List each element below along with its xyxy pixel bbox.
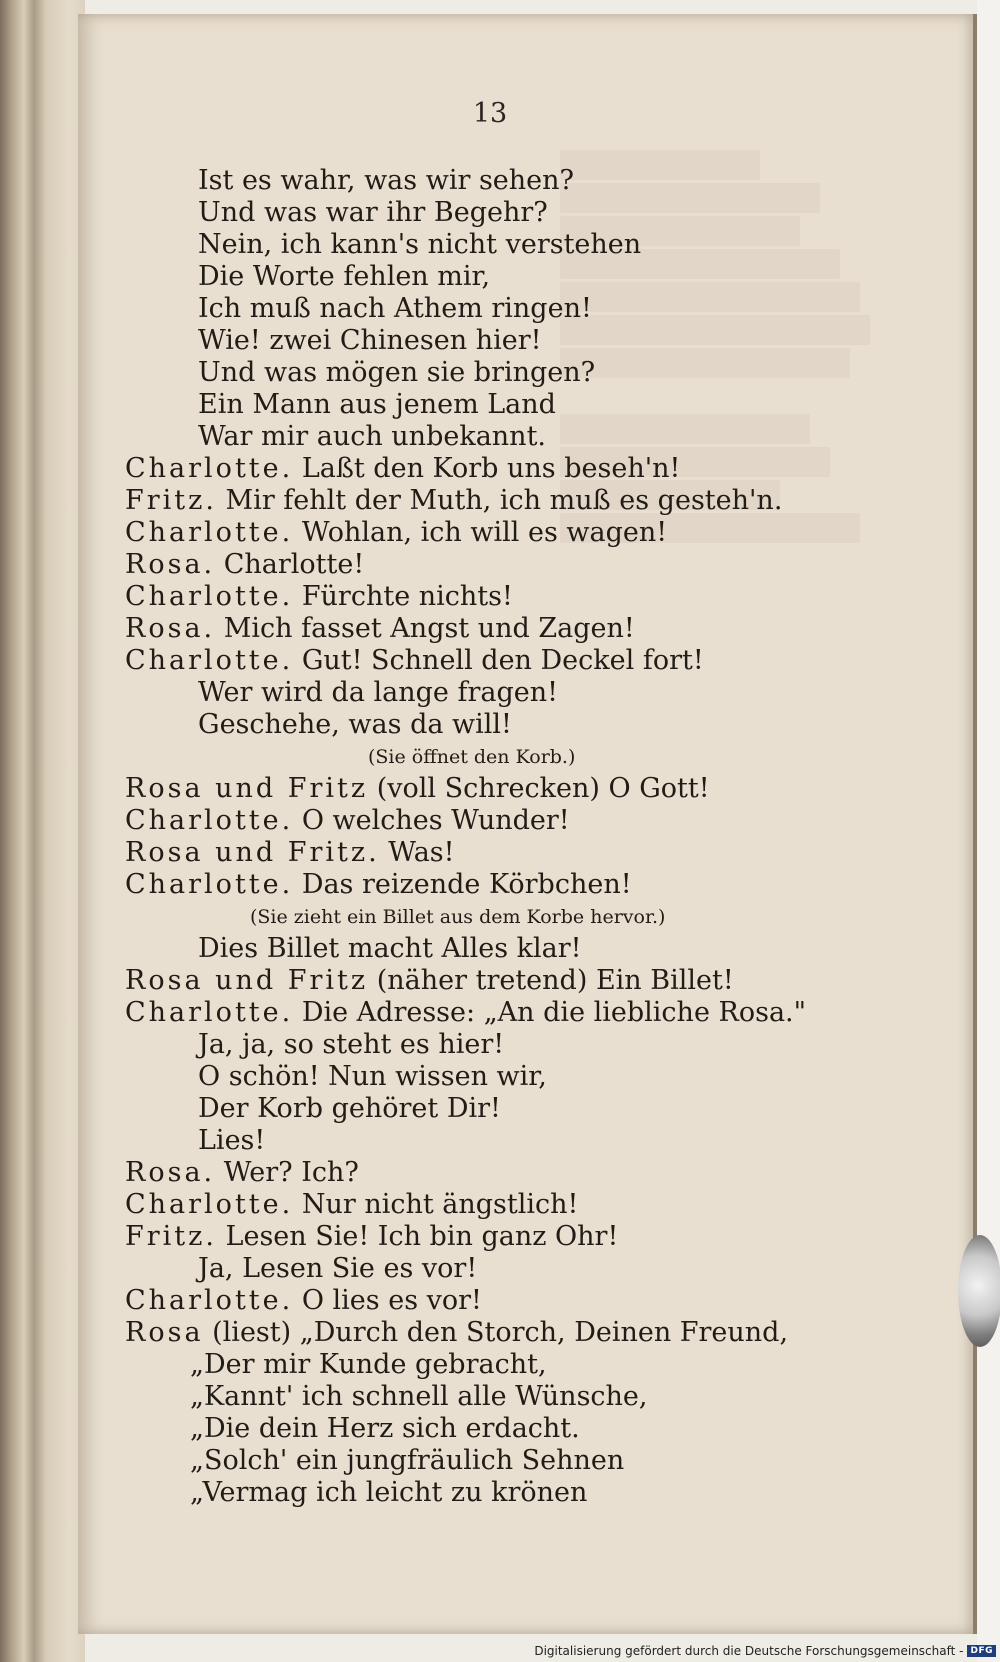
line-text: (näher tretend) Ein Billet!	[376, 965, 734, 996]
line-text: Ja, ja, so steht es hier!	[198, 1029, 505, 1060]
verse-line	[125, 1157, 359, 1189]
line-text: Lies!	[198, 1125, 266, 1156]
verse-line	[125, 1221, 618, 1253]
verse-line	[125, 517, 667, 549]
verse-line	[198, 357, 595, 389]
line-text: O schön! Nun wissen wir,	[198, 1061, 547, 1092]
speaker-name: Charlotte.	[125, 581, 294, 612]
line-text: (Sie zieht ein Billet aus dem Korbe hervor.)	[250, 906, 666, 928]
speaker-name: Charlotte.	[125, 1189, 294, 1220]
line-text: Fürchte nichts!	[301, 581, 513, 612]
verse-line	[125, 869, 632, 901]
speaker-name: Charlotte.	[125, 645, 294, 676]
line-text: War mir auch unbekannt.	[198, 421, 547, 452]
verse-line	[125, 549, 364, 581]
speaker-name: Rosa.	[125, 1157, 216, 1188]
speaker-name: Charlotte.	[125, 1285, 294, 1316]
line-text: Geschehe, was da will!	[198, 709, 512, 740]
line-text: (Sie öffnet den Korb.)	[368, 746, 576, 768]
verse-line	[190, 1477, 587, 1509]
line-text: Ist es wahr, was wir sehen?	[198, 165, 575, 196]
line-text: Was!	[388, 837, 455, 868]
line-text: Und was mögen sie bringen?	[198, 357, 596, 388]
line-text: Ein Mann aus jenem Land	[198, 389, 556, 420]
verse-line	[198, 709, 512, 741]
verse-line	[198, 389, 556, 421]
speaker-name: Charlotte.	[125, 805, 294, 836]
verse-line	[198, 677, 558, 709]
verse-line	[198, 1125, 265, 1157]
dfg-logo: DFG	[967, 1645, 996, 1657]
footer-credit	[534, 1644, 996, 1658]
verse-line	[125, 1285, 482, 1317]
line-text: Charlotte!	[223, 549, 365, 580]
line-text: Wohlan, ich will es wagen!	[301, 517, 668, 548]
line-text: „Solch' ein jungfräulich Sehnen	[190, 1445, 625, 1476]
verse-line	[198, 1029, 504, 1061]
right-margin-strip	[977, 0, 1000, 1662]
book-gutter	[0, 0, 85, 1662]
verse-line	[190, 1413, 580, 1445]
speaker-name: Rosa und Fritz	[125, 965, 369, 996]
line-text: Die Adresse: „An die liebliche Rosa."	[301, 997, 807, 1028]
line-text: Nur nicht ängstlich!	[301, 1189, 579, 1220]
verse-line	[125, 965, 734, 997]
line-text: (voll Schrecken) O Gott!	[376, 773, 710, 804]
line-text: „Die dein Herz sich erdacht.	[190, 1413, 580, 1444]
verse-line	[198, 261, 490, 293]
speaker-name: Charlotte.	[125, 869, 294, 900]
verse-line	[125, 837, 455, 869]
verse-line	[198, 1253, 477, 1285]
speaker-name: Charlotte.	[125, 453, 294, 484]
speaker-name: Charlotte.	[125, 997, 294, 1028]
speaker-name: Charlotte.	[125, 517, 294, 548]
verse-line	[198, 933, 582, 965]
line-text: Wie! zwei Chinesen hier!	[198, 325, 542, 356]
verse-line	[198, 1093, 501, 1125]
verse-line	[198, 421, 546, 453]
speaker-name: Fritz.	[125, 1221, 217, 1252]
verse-line	[125, 805, 570, 837]
line-text: Das reizende Körbchen!	[301, 869, 632, 900]
speaker-name: Rosa und Fritz.	[125, 837, 380, 868]
line-text: Wer wird da lange fragen!	[198, 677, 558, 708]
line-text: „Vermag ich leicht zu krönen	[190, 1477, 588, 1508]
line-text: Die Worte fehlen mir,	[198, 261, 491, 292]
line-text: O lies es vor!	[301, 1285, 482, 1316]
line-text: Und was war ihr Begehr?	[198, 197, 548, 228]
verse-line	[198, 1061, 547, 1093]
verse-line	[125, 485, 782, 517]
line-text: Dies Billet macht Alles klar!	[198, 933, 582, 964]
stage-direction	[368, 741, 575, 773]
verse-line	[198, 165, 574, 197]
verse-line	[125, 997, 806, 1029]
verse-line	[190, 1381, 648, 1413]
line-text: Laßt den Korb uns beseh'n!	[301, 453, 681, 484]
verse-line	[190, 1349, 547, 1381]
verse-line	[198, 197, 548, 229]
verse-line	[125, 1189, 578, 1221]
verse-line	[125, 773, 710, 805]
line-text: Gut! Schnell den Deckel fort!	[301, 645, 704, 676]
line-text: „Kannt' ich schnell alle Wünsche,	[190, 1381, 648, 1412]
verse-line	[125, 1317, 788, 1349]
speaker-name: Rosa und Fritz	[125, 773, 369, 804]
line-text: O welches Wunder!	[301, 805, 570, 836]
verse-line	[125, 613, 635, 645]
line-text: Ja, Lesen Sie es vor!	[198, 1253, 478, 1284]
line-text: (liest) „Durch den Storch, Deinen Freund,	[212, 1317, 789, 1348]
verse-line	[198, 325, 541, 357]
line-text: Mir fehlt der Muth, ich muß es gesteh'n.	[225, 485, 783, 516]
line-text: Der Korb gehöret Dir!	[198, 1093, 501, 1124]
speaker-name: Rosa.	[125, 613, 216, 644]
verse-line	[125, 645, 704, 677]
speaker-name: Fritz.	[125, 485, 217, 516]
line-text: „Der mir Kunde gebracht,	[190, 1349, 547, 1380]
line-text: Wer? Ich?	[223, 1157, 359, 1188]
stage-direction	[250, 901, 665, 933]
footer-text: Digitalisierung gefördert durch die Deutsche Forschungsgemeinschaft -	[534, 1644, 964, 1658]
speaker-name: Rosa	[125, 1317, 204, 1348]
verse-line	[190, 1445, 624, 1477]
line-text: Lesen Sie! Ich bin ganz Ohr!	[225, 1221, 619, 1252]
speaker-name: Rosa.	[125, 549, 216, 580]
verse-line	[198, 293, 592, 325]
page-number: 13	[472, 98, 508, 129]
line-text: Mich fasset Angst und Zagen!	[223, 613, 635, 644]
metal-clip	[958, 1235, 1000, 1347]
line-text: Nein, ich kann's nicht verstehen	[198, 229, 642, 260]
verse-line	[125, 581, 513, 613]
verse-line	[125, 453, 680, 485]
line-text: Ich muß nach Athem ringen!	[198, 293, 592, 324]
verse-line	[198, 229, 641, 261]
